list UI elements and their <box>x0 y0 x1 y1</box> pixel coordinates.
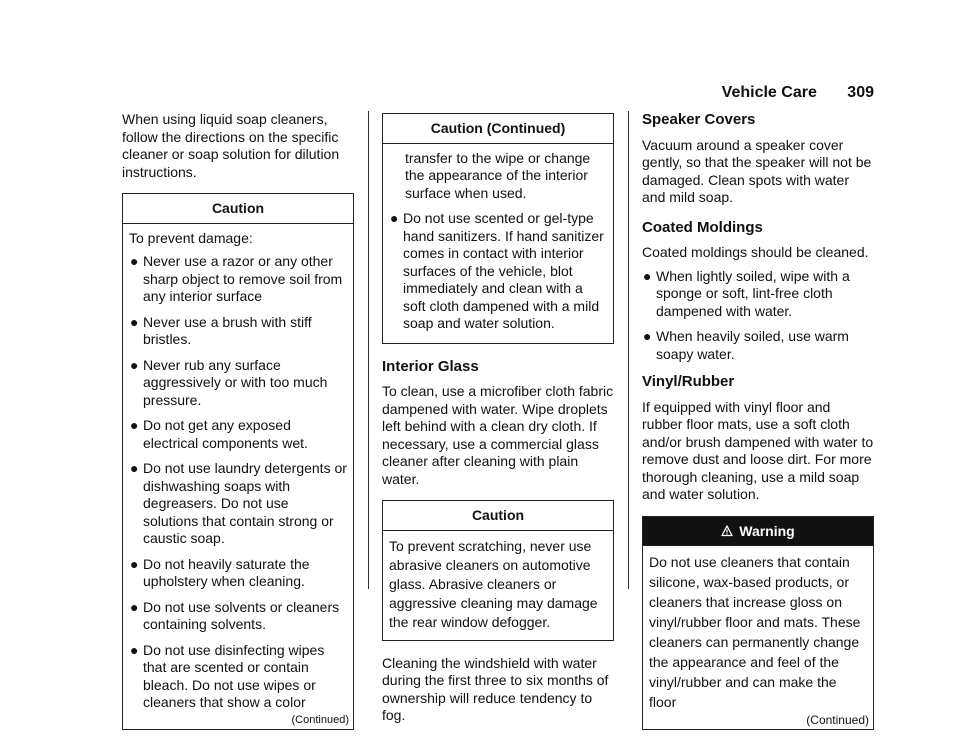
caution-continued-list <box>389 210 607 333</box>
warning-title: Warning <box>739 522 795 539</box>
list-item: ● Do not heavily saturate the upholstery when cleaning. <box>130 555 310 589</box>
coated-moldings-heading: Coated Moldings <box>642 218 763 236</box>
bullet-icon: ● <box>130 313 139 330</box>
bullet-icon: ● <box>130 253 139 269</box>
warning-continued-label: (Continued) <box>806 713 869 727</box>
list-item: ● Never use a brush with stiff bristles. <box>130 313 312 347</box>
interior-glass-heading: Interior Glass <box>382 357 479 375</box>
windshield-text: Cleaning the windshield with water during the first three to six months of ownership will reduce tendency to fog. <box>382 654 609 723</box>
section-title: Vehicle Care <box>721 84 817 101</box>
caution-list <box>129 253 347 712</box>
list-item: ● Do not use solvents or cleaners containing solvents. <box>130 598 340 632</box>
column-3 <box>642 111 874 744</box>
caution-2-title: Caution <box>383 501 613 531</box>
warning-box <box>642 516 874 731</box>
coated-moldings-list <box>642 268 874 364</box>
bullet-icon: ● <box>130 356 139 373</box>
intro-paragraph: When using liquid soap cleaners, follow the directions on the specific cleaner or soap solution for dilution instructions. <box>122 111 340 180</box>
warning-header <box>643 517 873 547</box>
caution-lead: To prevent damage: <box>129 229 253 246</box>
warning-text: Do not use cleaners that contain silicone, wax-based products, or cleaners that increase gloss on vinyl/rubber floor and mats. These cleaners can permanently change the appearance and feel of the vinyl/rubber and can make the floor <box>649 554 861 710</box>
caution-2-text: To prevent scratching, never use abrasive cleaners on automotive glass. Abrasive cleaners or aggressive cleaning may damage the rear window defogger. <box>389 537 598 630</box>
page-header <box>722 84 874 102</box>
caution-continued-title: Caution (Continued) <box>383 114 613 144</box>
list-item: ● Do not use scented or gel-type hand sanitizers. If hand sanitizer comes in contact with interior surfaces of the vehicle, blot immediately and clean with a soft cloth dampened with a mild soap and water solution. <box>390 210 604 331</box>
caution-continued-body <box>383 144 613 211</box>
bullet-icon: ● <box>643 328 652 344</box>
continued-label: (Continued) <box>291 713 349 726</box>
bullet-icon: ● <box>390 210 399 226</box>
caution-title: Caution <box>123 194 353 224</box>
bullet-icon: ● <box>130 417 139 433</box>
column-2 <box>382 111 614 737</box>
list-item: ● Do not use laundry detergents or dishwashing soaps with degreasers. Do not use solutions that contain strong or caustic soap. <box>130 460 347 546</box>
caution-body <box>123 224 353 714</box>
coated-moldings-text: Coated moldings should be cleaned. <box>642 244 869 260</box>
vinyl-rubber-text: If equipped with vinyl floor and rubber floor mats, use a soft cloth and/or brush dampened with water to remove dust and loose dirt. For more thorough cleaning, use a mild soap and water solution. <box>642 398 874 502</box>
speaker-covers-text: Vacuum around a speaker cover gently, so that the speaker will not be damaged. Clean spots with water and mild soap. <box>642 136 872 205</box>
list-item: ● Do not get any exposed electrical components wet. <box>130 417 308 451</box>
warning-body <box>643 546 873 714</box>
bullet-icon: ● <box>130 641 139 658</box>
caution-continued-text: transfer to the wipe or change the appearance of the interior surface when used. <box>405 149 591 201</box>
caution-2-body <box>383 531 613 640</box>
speaker-covers-heading: Speaker Covers <box>642 111 756 128</box>
column-divider-2 <box>628 111 629 589</box>
warning-icon <box>721 525 733 537</box>
list-item: ● Never rub any surface aggressively or with too much pressure. <box>130 356 328 408</box>
list-item: ● Do not use disinfecting wipes that are scented or contain bleach. Do not use wipes or cleaners that show a color <box>130 641 325 710</box>
bullet-icon: ● <box>643 267 652 284</box>
caution-box-2 <box>382 500 614 641</box>
bullet-icon: ● <box>130 460 139 476</box>
caution-box <box>122 193 354 730</box>
interior-glass-text: To clean, use a microfiber cloth fabric dampened with water. Wipe droplets left behind with a clean dry cloth. If necessary, use a commercial glass cleaner after cleaning with plain water. <box>382 383 614 487</box>
caution-continued-box <box>382 113 614 344</box>
page-number: 309 <box>847 84 874 101</box>
vinyl-rubber-heading: Vinyl/Rubber <box>642 373 735 390</box>
bullet-icon: ● <box>130 555 139 572</box>
list-item: ● When heavily soiled, use warm soapy water. <box>643 328 849 362</box>
column-divider-1 <box>368 111 369 589</box>
column-1 <box>122 111 354 744</box>
list-item: ● When lightly soiled, wipe with a sponge or soft, lint-free cloth dampened with water. <box>643 267 850 319</box>
bullet-icon: ● <box>130 598 139 615</box>
list-item: ● Never use a razor or any other sharp object to remove soil from any interior surface <box>130 253 343 304</box>
